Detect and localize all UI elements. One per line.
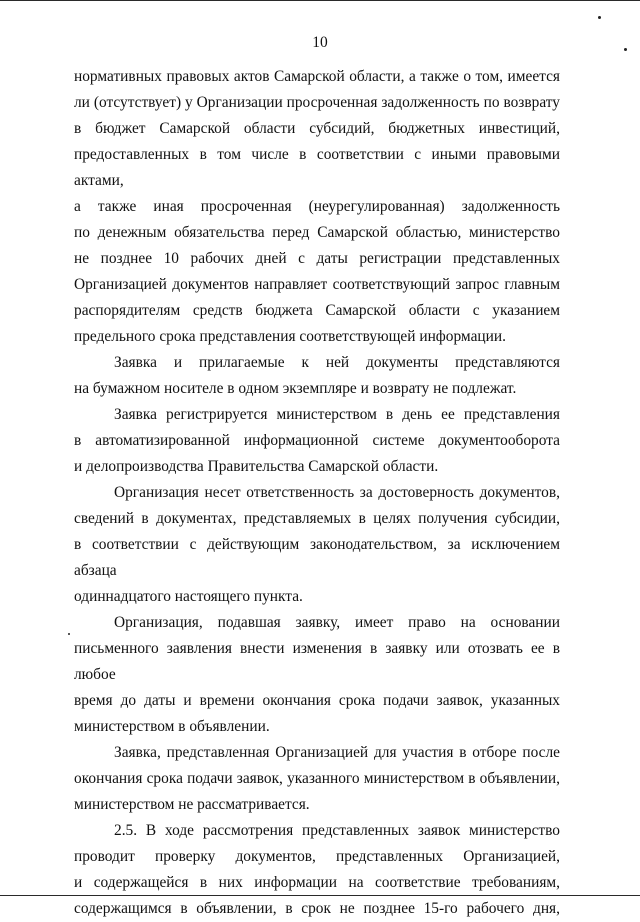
text-line: в автоматизированной информационной системе документооборота xyxy=(74,432,560,449)
scan-speck xyxy=(68,633,70,635)
text-line: Заявка и прилагаемые к ней документы представляются xyxy=(114,354,560,371)
text-line: Заявка регистрируется министерством в день ее представления xyxy=(114,406,560,423)
text-line: на бумажном носителе в одном экземпляре и возврату не подлежат. xyxy=(74,380,517,397)
text-line: одиннадцатого настоящего пункта. xyxy=(74,588,303,605)
text-line: содержащимся в объявлении, в срок не позднее 15-го рабочего дня, xyxy=(74,900,560,917)
text-line: окончания срока подачи заявок, указанного министерством в объявлении, xyxy=(74,770,560,787)
text-line: в соответствии с действующим законодательством, за исключением абзаца xyxy=(74,536,560,579)
scan-top-edge xyxy=(0,0,640,1)
text-line: распорядителям средств бюджета Самарской области с указанием xyxy=(74,302,560,319)
text-line: и содержащейся в них информации на соответствие требованиям, xyxy=(74,874,560,891)
scan-speck xyxy=(598,16,601,19)
text-line: министерством не рассматривается. xyxy=(74,796,310,813)
text-line: время до даты и времени окончания срока подачи заявок, указанных xyxy=(74,692,560,709)
text-line: в бюджет Самарской области субсидий, бюджетных инвестиций, xyxy=(74,120,560,137)
text-line: Организацией документов направляет соответствующий запрос главным xyxy=(74,276,560,293)
text-line: проводит проверку документов, представленных Организацией, xyxy=(74,848,560,865)
text-line: письменного заявления внести изменения в заявку или отозвать ее в любое xyxy=(74,640,560,683)
text-line: Заявка, представленная Организацией для участия в отборе после xyxy=(114,744,560,761)
text-line: 2.5. В ходе рассмотрения представленных заявок министерство xyxy=(114,822,560,839)
text-line: по денежным обязательства перед Самарской областью, министерство xyxy=(74,224,560,241)
text-line: предоставленных в том числе в соответствии с иными правовыми актами, xyxy=(74,146,560,189)
text-line: нормативных правовых актов Самарской области, а также о том, имеется xyxy=(74,68,560,85)
page-number: 10 xyxy=(312,34,328,51)
text-line: а также иная просроченная (неурегулированная) задолженность xyxy=(74,198,560,215)
text-line: сведений в документах, представляемых в целях получения субсидии, xyxy=(74,510,560,527)
document-body xyxy=(74,64,560,922)
text-line: предельного срока представления соответствующей информации. xyxy=(74,328,506,345)
text-line: ли (отсутствует) у Организации просроченная задолженность по возврату xyxy=(74,94,560,111)
text-line: Организация несет ответственность за достоверность документов, xyxy=(114,484,560,501)
text-line: не позднее 10 рабочих дней с даты регистрации представленных xyxy=(74,250,560,267)
text-line: и делопроизводства Правительства Самарской области. xyxy=(74,458,439,475)
text-line: министерством в объявлении. xyxy=(74,718,270,735)
text-line: Организация, подавшая заявку, имеет право на основании xyxy=(114,614,560,631)
